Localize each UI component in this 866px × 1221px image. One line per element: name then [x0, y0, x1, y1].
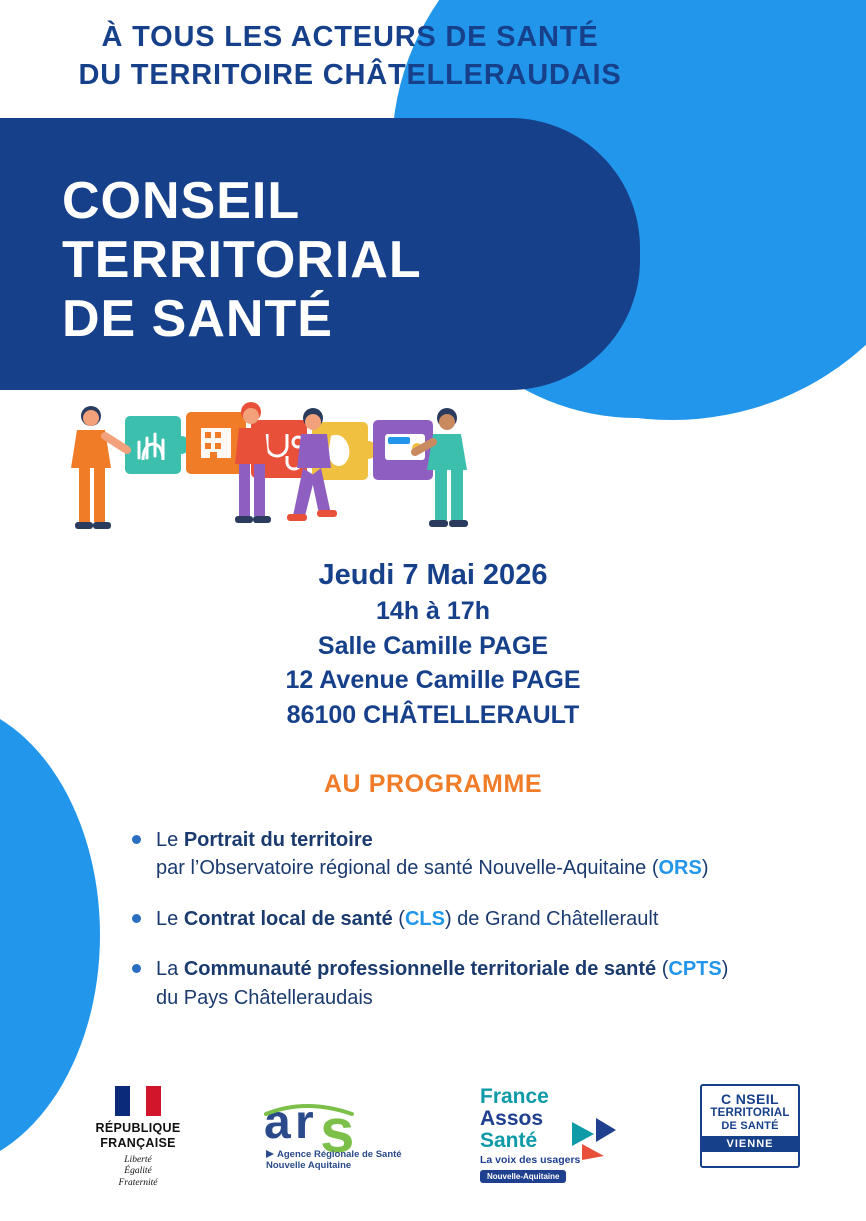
svg-text:Nouvelle Aquitaine: Nouvelle Aquitaine — [266, 1160, 352, 1171]
audience-heading — [0, 18, 700, 95]
bullet-icon — [132, 964, 141, 973]
puzzle-people-illustration — [55, 398, 485, 550]
republique-name — [78, 1121, 198, 1151]
programme-title: AU PROGRAMME — [323, 770, 543, 798]
event-venue: Salle Camille PAGE — [317, 631, 549, 660]
programme-item-1-bold: Portrait du territoire — [183, 829, 373, 851]
programme-list — [128, 826, 828, 1034]
motto-line3: Fraternité — [118, 1178, 158, 1189]
programme-item-3-acronym: CPTS — [668, 958, 722, 981]
audience-heading-line1: À TOUS LES ACTEURS DE SANTÉ — [101, 21, 599, 53]
person-orange — [71, 406, 127, 529]
svg-text:Agence Régionale de Santé: Agence Régionale de Santé — [277, 1149, 402, 1160]
republique-line2: FRANÇAISE — [100, 1135, 176, 1150]
programme-item-2-mid: ( — [392, 907, 405, 930]
event-details — [0, 556, 866, 732]
logo-row — [0, 1078, 866, 1188]
programme-item-1-acronym: ORS — [658, 857, 702, 880]
cts-line1: C NSEIL — [720, 1091, 780, 1107]
logo-ars — [262, 1092, 422, 1172]
page-title-line1: CONSEIL — [62, 172, 301, 230]
fas-tagline: La voix des usagers — [480, 1154, 581, 1167]
cts-line2: TERRITORIAL — [710, 1107, 790, 1119]
fas-line2: Assos — [480, 1106, 544, 1130]
svg-text:a: a — [264, 1096, 291, 1149]
event-address: 12 Avenue Camille PAGE — [285, 666, 581, 695]
svg-text:r: r — [295, 1096, 314, 1149]
svg-text:s: s — [320, 1097, 355, 1166]
programme-item-3-line2: du Pays Châtelleraudais — [156, 986, 373, 1009]
programme-item-3-bold: Communauté professionnelle territoriale de santé — [183, 958, 657, 981]
cts-band: VIENNE — [702, 1136, 798, 1152]
audience-heading-line2: DU TERRITOIRE CHÂTELLERAUDAIS — [78, 59, 622, 92]
motto-line2: Égalité — [124, 1166, 152, 1177]
programme-item-3-prefix: La — [156, 958, 184, 981]
fas-line1: France — [480, 1085, 549, 1108]
programme-item-3-line1 — [156, 955, 828, 983]
republique-motto — [78, 1155, 198, 1191]
bullet-icon — [132, 914, 141, 923]
programme-item-3-mid: ( — [656, 958, 669, 981]
fas-region-badge: Nouvelle-Aquitaine — [480, 1170, 566, 1183]
programme-item-1-line1 — [156, 826, 828, 854]
list-item — [128, 905, 828, 933]
programme-item-1-line2-suffix: ) — [701, 857, 709, 880]
programme-item-3-suffix: ) — [721, 958, 729, 981]
page-title — [62, 172, 422, 348]
logo-france-assos-sante — [480, 1086, 620, 1184]
list-item — [128, 826, 828, 883]
programme-item-2-bold: Contrat local de santé — [183, 907, 393, 930]
fas-line3: Santé — [480, 1128, 538, 1152]
logo-cts-vienne — [700, 1084, 800, 1168]
french-flag-icon — [115, 1086, 161, 1116]
list-item — [128, 955, 828, 1012]
programme-item-1-line2 — [156, 854, 828, 882]
cts-line3: DE SANTÉ — [721, 1119, 779, 1132]
programme-item-1-prefix: Le — [156, 829, 184, 851]
programme-item-2-suffix: ) de Grand Châtellerault — [444, 907, 659, 930]
event-time: 14h à 17h — [376, 597, 490, 626]
logo-republique-francaise — [78, 1086, 198, 1190]
programme-item-2-prefix: Le — [156, 907, 184, 930]
event-date: Jeudi 7 Mai 2026 — [318, 559, 548, 591]
programme-item-2-acronym: CLS — [404, 907, 445, 930]
motto-line1: Liberté — [124, 1154, 152, 1165]
page-title-line3: DE SANTÉ — [62, 289, 333, 348]
page-title-line2: TERRITORIAL — [62, 230, 422, 289]
fas-mark-icon — [572, 1116, 616, 1160]
bullet-icon — [132, 835, 141, 844]
event-city: 86100 CHÂTELLERAULT — [286, 700, 580, 729]
programme-item-1-line2-prefix: par l’Observatoire régional de santé Nouvelle-Aquitaine ( — [156, 857, 659, 880]
programme-item-2-line1 — [156, 905, 828, 933]
republique-line1: RÉPUBLIQUE — [95, 1121, 181, 1135]
puzzle-piece-teal — [125, 416, 190, 474]
